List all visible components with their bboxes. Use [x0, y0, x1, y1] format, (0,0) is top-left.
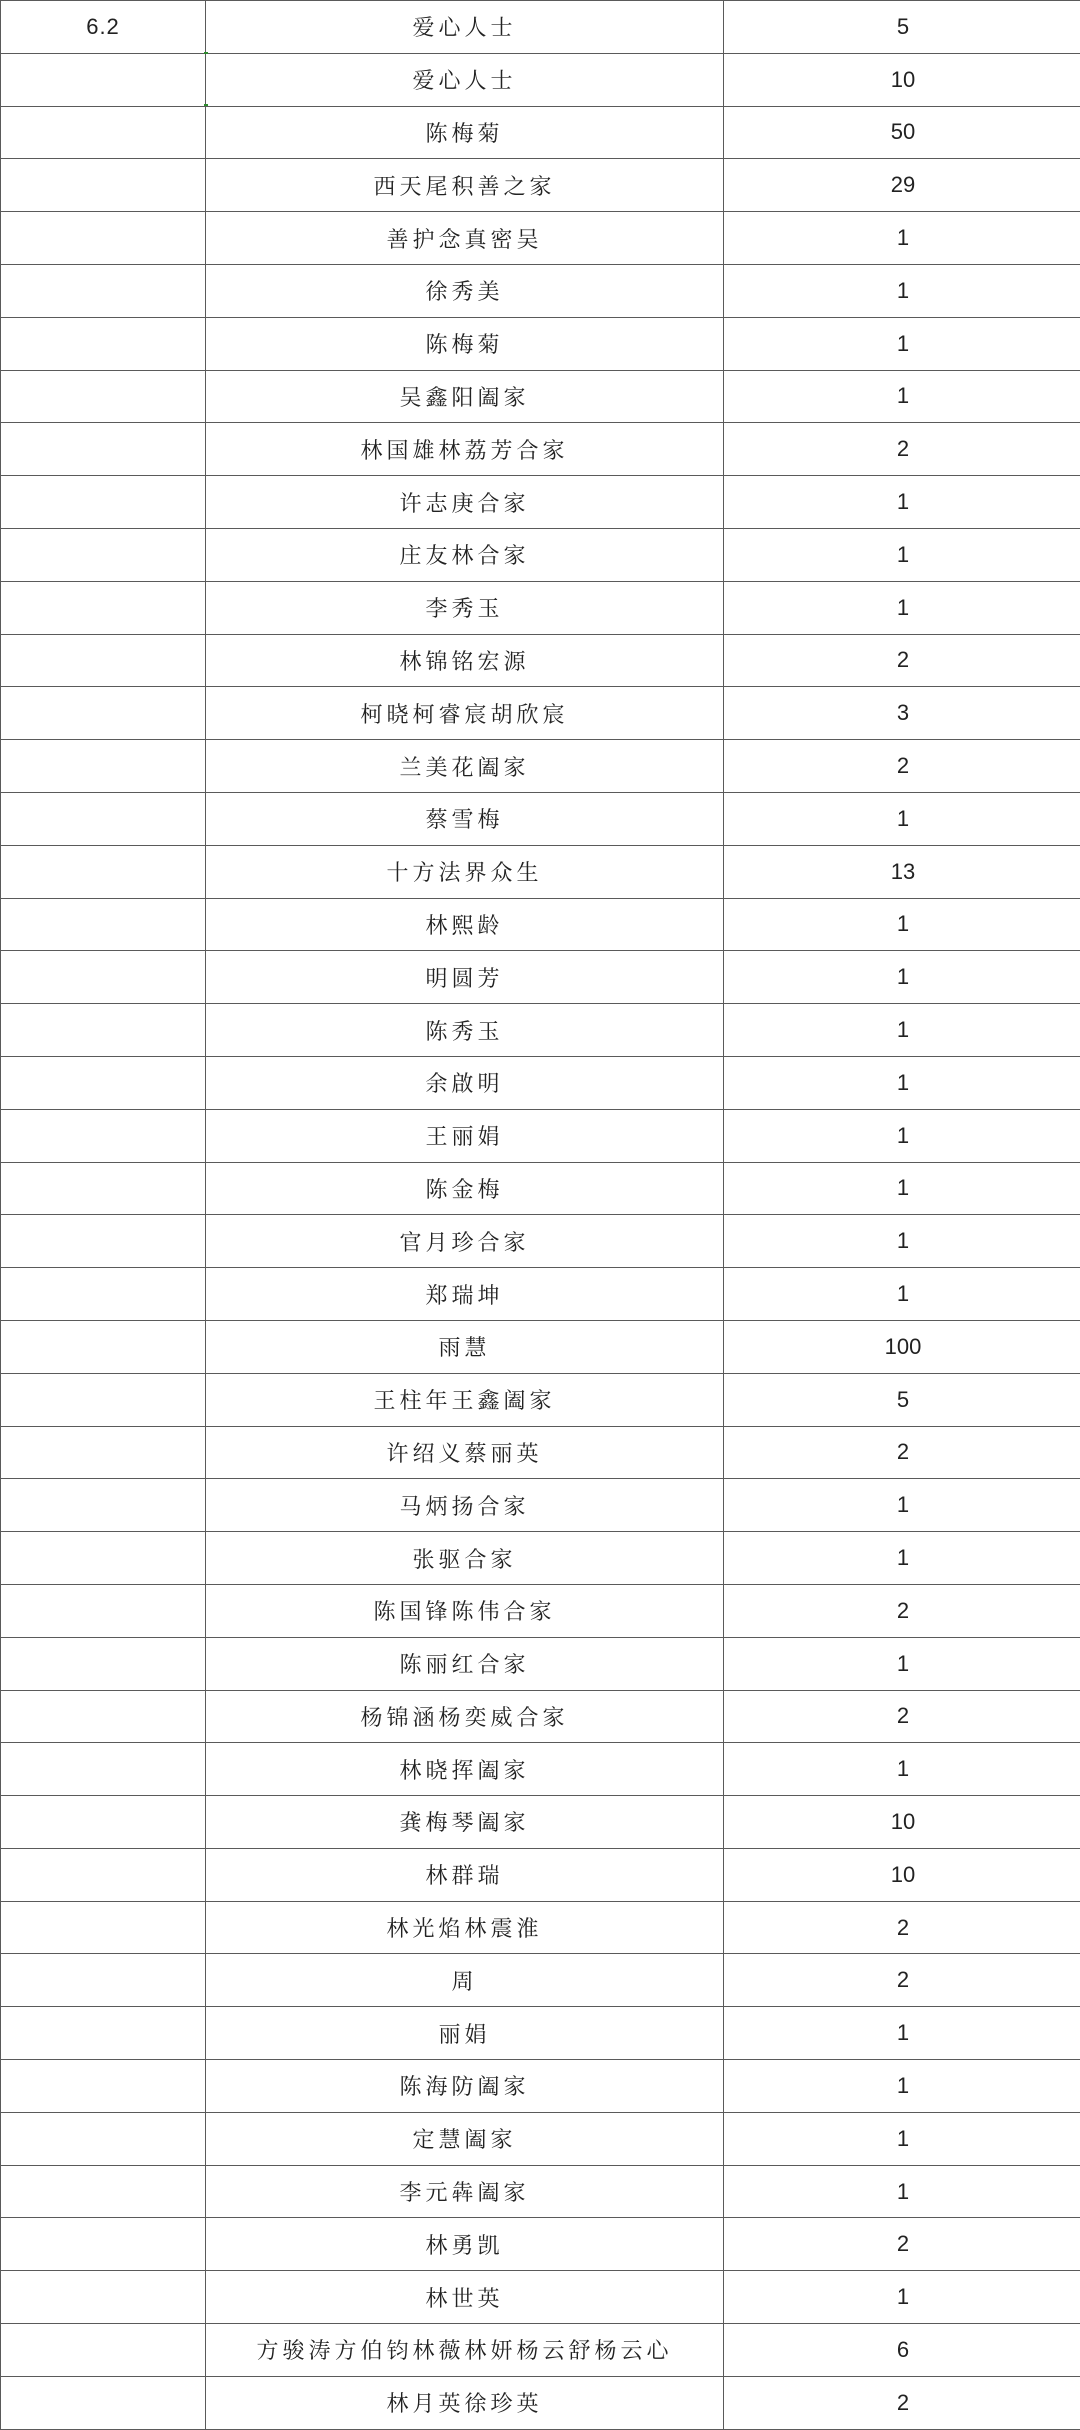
table-row [1, 2218, 1080, 2271]
date-cell [1, 53, 206, 106]
date-cell [1, 1426, 206, 1479]
date-cell [1, 1004, 206, 1057]
amount-cell: 2 [724, 740, 1080, 793]
donor-name-cell: 爱心人士 [206, 1, 724, 54]
amount-cell: 1 [724, 1162, 1080, 1215]
table-row [1, 2324, 1080, 2377]
table-row [1, 1320, 1080, 1373]
donor-name-cell: 林勇凯 [206, 2218, 724, 2271]
donor-name-cell: 余啟明 [206, 1056, 724, 1109]
date-cell [1, 1215, 206, 1268]
donor-name-cell: 陈海防阖家 [206, 2060, 724, 2113]
donor-name-cell: 许绍义蔡丽英 [206, 1426, 724, 1479]
date-cell [1, 159, 206, 212]
table-row [1, 1373, 1080, 1426]
table-row [1, 740, 1080, 793]
amount-cell: 5 [724, 1373, 1080, 1426]
table-row [1, 1637, 1080, 1690]
cell-corner-mark [204, 52, 208, 54]
donor-name-cell: 林熙龄 [206, 898, 724, 951]
donor-name-cell: 许志庚合家 [206, 476, 724, 529]
date-cell [1, 106, 206, 159]
donor-name-cell: 陈国锋陈伟合家 [206, 1584, 724, 1637]
date-cell [1, 1954, 206, 2007]
donor-name-cell: 林光焰林震淮 [206, 1901, 724, 1954]
donor-name-cell: 兰美花阖家 [206, 740, 724, 793]
table-row [1, 1901, 1080, 1954]
date-cell [1, 264, 206, 317]
amount-cell: 2 [724, 2218, 1080, 2271]
amount-cell: 2 [724, 1901, 1080, 1954]
table-row [1, 423, 1080, 476]
date-cell [1, 1796, 206, 1849]
date-cell [1, 1056, 206, 1109]
amount-cell: 1 [724, 951, 1080, 1004]
donor-name-cell: 林国雄林荔芳合家 [206, 423, 724, 476]
date-cell: 6.2 [1, 1, 206, 54]
date-cell [1, 212, 206, 265]
amount-cell: 2 [724, 634, 1080, 687]
amount-cell: 1 [724, 1637, 1080, 1690]
date-cell [1, 317, 206, 370]
amount-cell: 6 [724, 2324, 1080, 2377]
donor-name-cell: 吴鑫阳阖家 [206, 370, 724, 423]
table-row [1, 1426, 1080, 1479]
table-row [1, 159, 1080, 212]
date-cell [1, 2376, 206, 2429]
amount-cell: 1 [724, 1056, 1080, 1109]
amount-cell: 1 [724, 2007, 1080, 2060]
cell-corner-mark [204, 104, 208, 106]
date-cell [1, 2324, 206, 2377]
table-row [1, 1056, 1080, 1109]
amount-cell: 1 [724, 528, 1080, 581]
date-cell [1, 1373, 206, 1426]
amount-cell: 10 [724, 1796, 1080, 1849]
date-cell [1, 2060, 206, 2113]
donation-table-body [1, 1, 1080, 2430]
amount-cell: 1 [724, 1004, 1080, 1057]
date-cell [1, 476, 206, 529]
table-row [1, 476, 1080, 529]
table-row [1, 2165, 1080, 2218]
date-cell [1, 1848, 206, 1901]
amount-cell: 100 [724, 1320, 1080, 1373]
table-row [1, 1954, 1080, 2007]
amount-cell: 1 [724, 476, 1080, 529]
donor-name-cell: 林月英徐珍英 [206, 2376, 724, 2429]
donor-name-cell: 蔡雪梅 [206, 792, 724, 845]
date-cell [1, 2218, 206, 2271]
donor-name-cell: 陈金梅 [206, 1162, 724, 1215]
date-cell [1, 1743, 206, 1796]
amount-cell: 2 [724, 2376, 1080, 2429]
amount-cell: 1 [724, 212, 1080, 265]
amount-cell: 1 [724, 1268, 1080, 1321]
donor-name-cell: 李元犇阖家 [206, 2165, 724, 2218]
amount-cell: 1 [724, 898, 1080, 951]
table-row [1, 2060, 1080, 2113]
donor-name-cell: 定慧阖家 [206, 2112, 724, 2165]
amount-cell: 1 [724, 317, 1080, 370]
table-row [1, 317, 1080, 370]
donor-name-cell: 陈秀玉 [206, 1004, 724, 1057]
amount-cell: 1 [724, 2112, 1080, 2165]
table-row [1, 1743, 1080, 1796]
table-row [1, 1796, 1080, 1849]
amount-cell: 1 [724, 370, 1080, 423]
table-row [1, 687, 1080, 740]
donor-name-cell: 李秀玉 [206, 581, 724, 634]
amount-cell: 2 [724, 423, 1080, 476]
table-row [1, 2271, 1080, 2324]
table-row [1, 2112, 1080, 2165]
amount-cell: 2 [724, 1426, 1080, 1479]
table-row [1, 634, 1080, 687]
table-row [1, 581, 1080, 634]
table-row [1, 1584, 1080, 1637]
date-cell [1, 1637, 206, 1690]
donor-name-cell: 陈丽红合家 [206, 1637, 724, 1690]
date-cell [1, 845, 206, 898]
donor-name-cell: 西天尾积善之家 [206, 159, 724, 212]
date-cell [1, 528, 206, 581]
amount-cell: 1 [724, 1479, 1080, 1532]
donor-name-cell: 十方法界众生 [206, 845, 724, 898]
amount-cell: 2 [724, 1954, 1080, 2007]
donor-name-cell: 丽娟 [206, 2007, 724, 2060]
table-row [1, 845, 1080, 898]
date-cell [1, 687, 206, 740]
table-row [1, 53, 1080, 106]
donor-name-cell: 善护念真密吴 [206, 212, 724, 265]
date-cell [1, 1479, 206, 1532]
date-cell [1, 634, 206, 687]
date-cell [1, 2271, 206, 2324]
donor-name-cell: 王丽娟 [206, 1109, 724, 1162]
table-row [1, 1690, 1080, 1743]
donor-name-cell: 林锦铭宏源 [206, 634, 724, 687]
date-cell [1, 1584, 206, 1637]
donor-name-cell: 官月珍合家 [206, 1215, 724, 1268]
donor-name-cell: 周 [206, 1954, 724, 2007]
donor-name-cell: 爱心人士 [206, 53, 724, 106]
date-cell [1, 1109, 206, 1162]
donor-name-cell: 王柱年王鑫阖家 [206, 1373, 724, 1426]
amount-cell: 1 [724, 2060, 1080, 2113]
amount-cell: 13 [724, 845, 1080, 898]
date-cell [1, 581, 206, 634]
table-row [1, 2376, 1080, 2429]
date-cell [1, 1901, 206, 1954]
date-cell [1, 423, 206, 476]
amount-cell: 1 [724, 1743, 1080, 1796]
date-cell [1, 740, 206, 793]
table-row [1, 264, 1080, 317]
donor-name-cell: 雨慧 [206, 1320, 724, 1373]
date-cell [1, 1320, 206, 1373]
donor-name-cell: 林群瑞 [206, 1848, 724, 1901]
table-row [1, 1532, 1080, 1585]
date-cell [1, 1268, 206, 1321]
table-row [1, 1, 1080, 54]
date-cell [1, 2007, 206, 2060]
table-row [1, 2007, 1080, 2060]
amount-cell: 1 [724, 264, 1080, 317]
amount-cell: 1 [724, 2271, 1080, 2324]
amount-cell: 2 [724, 1584, 1080, 1637]
table-row [1, 106, 1080, 159]
amount-cell: 1 [724, 581, 1080, 634]
donor-name-cell: 林世英 [206, 2271, 724, 2324]
date-cell [1, 898, 206, 951]
amount-cell: 2 [724, 1690, 1080, 1743]
donor-name-cell: 方骏涛方伯钧林薇林妍杨云舒杨云心 [206, 2324, 724, 2377]
donor-name-cell: 明圆芳 [206, 951, 724, 1004]
amount-cell: 1 [724, 2165, 1080, 2218]
table-row [1, 792, 1080, 845]
table-row [1, 1004, 1080, 1057]
date-cell [1, 370, 206, 423]
donor-name-cell: 陈梅菊 [206, 317, 724, 370]
table-row [1, 1479, 1080, 1532]
date-cell [1, 1532, 206, 1585]
amount-cell: 10 [724, 53, 1080, 106]
amount-cell: 3 [724, 687, 1080, 740]
table-row [1, 1109, 1080, 1162]
table-row [1, 1162, 1080, 1215]
donor-name-cell: 杨锦涵杨奕威合家 [206, 1690, 724, 1743]
donor-name-cell: 郑瑞坤 [206, 1268, 724, 1321]
donor-name-cell: 张驱合家 [206, 1532, 724, 1585]
donor-name-cell: 龚梅琴阖家 [206, 1796, 724, 1849]
amount-cell: 1 [724, 1109, 1080, 1162]
table-row [1, 951, 1080, 1004]
donor-name-cell: 柯晓柯睿宸胡欣宸 [206, 687, 724, 740]
table-row [1, 1215, 1080, 1268]
table-row [1, 898, 1080, 951]
table-row [1, 528, 1080, 581]
donor-name-cell: 陈梅菊 [206, 106, 724, 159]
date-cell [1, 1690, 206, 1743]
table-row [1, 1268, 1080, 1321]
amount-cell: 29 [724, 159, 1080, 212]
amount-cell: 10 [724, 1848, 1080, 1901]
date-cell [1, 2112, 206, 2165]
table-row [1, 370, 1080, 423]
amount-cell: 1 [724, 792, 1080, 845]
table-row [1, 1848, 1080, 1901]
table-row [1, 212, 1080, 265]
donor-name-cell: 林晓挥阖家 [206, 1743, 724, 1796]
amount-cell: 1 [724, 1215, 1080, 1268]
amount-cell: 1 [724, 1532, 1080, 1585]
donor-name-cell: 马炳扬合家 [206, 1479, 724, 1532]
donor-name-cell: 徐秀美 [206, 264, 724, 317]
date-cell [1, 951, 206, 1004]
date-cell [1, 2165, 206, 2218]
date-cell [1, 792, 206, 845]
donor-name-cell: 庄友林合家 [206, 528, 724, 581]
date-cell [1, 1162, 206, 1215]
amount-cell: 5 [724, 1, 1080, 54]
amount-cell: 50 [724, 106, 1080, 159]
